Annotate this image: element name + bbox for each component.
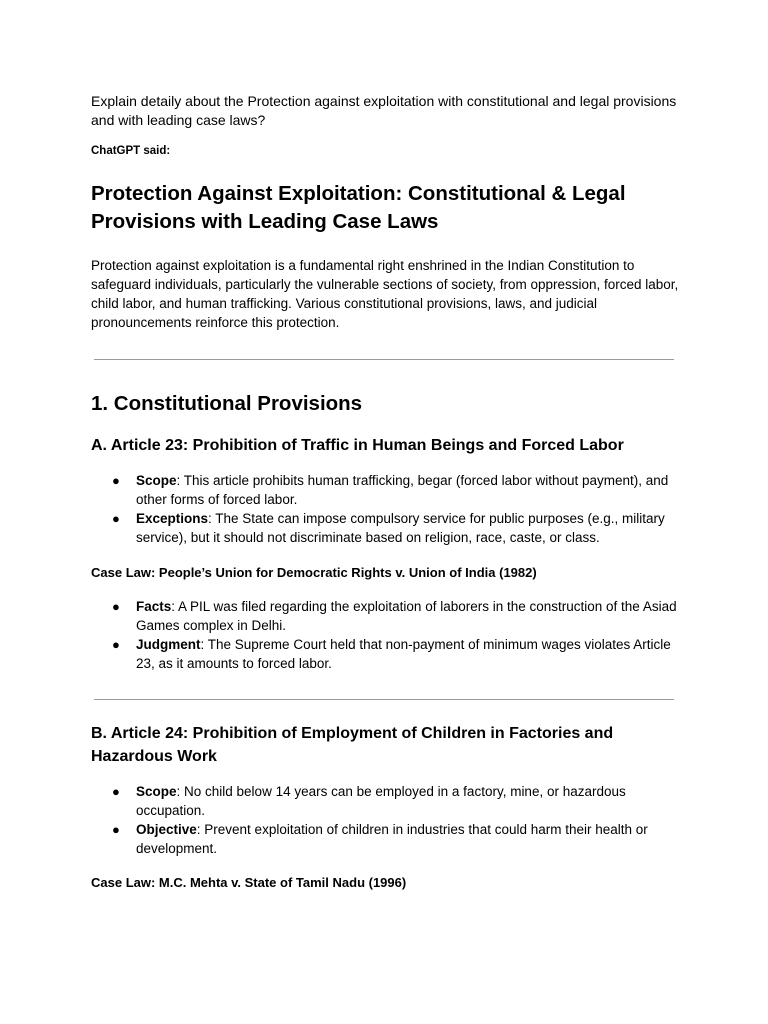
list-item xyxy=(112,471,681,509)
article-23-heading: A. Article 23: Prohibition of Traffic in Human Beings and Forced Labor xyxy=(91,437,624,454)
document-title: Protection Against Exploitation: Constitutional & Legal Provisions with Leading Case Laws xyxy=(91,182,626,233)
bullet-term: Judgment xyxy=(136,637,201,652)
list-item xyxy=(112,820,681,858)
bullet-icon: ● xyxy=(112,511,120,526)
user-question: Explain detaily about the Protection against exploitation with constitutional and legal provisions and with leading case laws? xyxy=(91,93,677,128)
case-law-heading: Case Law: M.C. Mehta v. State of Tamil Nadu (1996) xyxy=(91,875,407,890)
section-divider xyxy=(94,359,674,360)
bullet-term: Scope xyxy=(136,473,177,488)
bullet-icon: ● xyxy=(112,822,120,837)
article-24-heading: B. Article 24: Prohibition of Employment of Children in Factories and Hazardous Work xyxy=(91,725,614,765)
bullet-text: : This article prohibits human trafficking, begar (forced labor without payment), and other forms of forced labor. xyxy=(136,473,669,507)
list-item xyxy=(112,635,681,673)
bullet-text: : The Supreme Court held that non-payment of minimum wages violates Article 23, as it amounts to forced labor. xyxy=(136,637,671,671)
article-23-bullet-list xyxy=(91,471,681,547)
bullet-text: : A PIL was filed regarding the exploitation of laborers in the construction of the Asiad Games complex in Delhi. xyxy=(136,599,677,633)
bullet-term: Facts xyxy=(136,599,172,614)
intro-paragraph: Protection against exploitation is a fundamental right enshrined in the Indian Constitution to safeguard individuals, particularly the vulnerable sections of society, from oppression, forced labor, child labor, and human trafficking. Various constitutional provisions, laws, and judicial pronouncements reinforce this protection. xyxy=(91,258,679,330)
bullet-icon: ● xyxy=(112,637,120,652)
case-law-heading: Case Law: People’s Union for Democratic Rights v. Union of India (1982) xyxy=(91,565,537,580)
speaker-label: ChatGPT said: xyxy=(91,145,171,157)
bullet-text: : The State can impose compulsory service for public purposes (e.g., military service), but it should not discriminate based on religion, race, caste, or class. xyxy=(136,511,665,545)
bullet-icon: ● xyxy=(112,784,120,799)
document-page xyxy=(91,92,681,891)
list-item xyxy=(112,597,681,635)
bullet-term: Exceptions xyxy=(136,511,209,526)
bullet-text: : Prevent exploitation of children in industries that could harm their health or development. xyxy=(136,822,648,856)
bullet-icon: ● xyxy=(112,599,120,614)
bullet-text: : No child below 14 years can be employed in a factory, mine, or hazardous occupation. xyxy=(136,784,626,818)
case-law-bullet-list xyxy=(91,597,681,673)
list-item xyxy=(112,782,681,820)
list-item xyxy=(112,509,681,547)
bullet-term: Objective xyxy=(136,822,197,837)
article-24-bullet-list xyxy=(91,782,681,858)
section-divider xyxy=(94,699,674,700)
bullet-term: Scope xyxy=(136,784,177,799)
bullet-icon: ● xyxy=(112,473,120,488)
section-heading-constitutional-provisions: 1. Constitutional Provisions xyxy=(91,392,363,415)
